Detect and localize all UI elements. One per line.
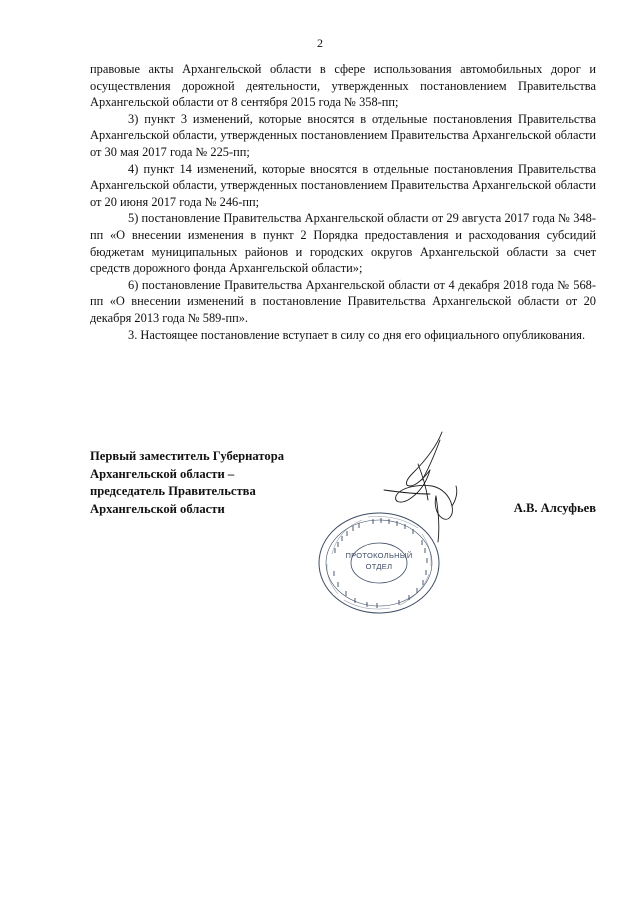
- signatory-name: А.В. Алсуфьев: [513, 501, 596, 515]
- paragraph-item-6: 6) постановление Правительства Архангельской области от 4 декабря 2018 года № 568-пп «О внесении изменений в постановление Правительства Архангельской области от 20 декабря 2013 года № 589-пп».: [90, 277, 596, 325]
- signatory-title-line: Первый заместитель Губернатора: [90, 449, 285, 463]
- signatory-title: [90, 448, 350, 518]
- stamp-label-line1: ПРОТОКОЛЬНЫЙ: [345, 551, 413, 560]
- paragraph-item-3: 3) пункт 3 изменений, которые вносятся в отдельные постановления Правительства Архангельской области, утвержденных постановлением Правительства Архангельской области от 30 мая 2017 года № 225-пп;: [90, 111, 596, 159]
- paragraph-item-4: 4) пункт 14 изменений, которые вносятся в отдельные постановления Правительства Архангельской области, утвержденных постановлением Правительства Архангельской области от 20 июня 2017 года № 246-пп;: [90, 161, 596, 209]
- signatory-title-line: Архангельской области –: [90, 466, 235, 481]
- paragraph-continuation: правовые акты Архангельской области в сфере использования автомобильных дорог и осуществления дорожной деятельности, утвержденных постановлением Правительства Архангельской области от 8 сентября 2015 года № 358-пп;: [90, 62, 596, 110]
- body-text: [90, 61, 596, 343]
- handwritten-signature: [370, 430, 460, 550]
- signatory-title-line: Архангельской области: [90, 501, 225, 516]
- page-number: 2: [317, 36, 323, 50]
- paragraph-effective-date: 3. Настоящее постановление вступает в силу со дня его официального опубликования.: [128, 327, 586, 342]
- stamp-label-line2: ОТДЕЛ: [365, 562, 393, 571]
- paragraph-item-5: 5) постановление Правительства Архангельской области от 29 августа 2017 года № 348-пп «О внесении изменения в пункт 2 Порядка предоставления и расходования субсидий бюджетам муниципальных районов и городских округов Архангельской области за счет средств дорожного фонда Архангельской области»;: [90, 211, 596, 276]
- signatory-title-line: председатель Правительства: [90, 484, 256, 499]
